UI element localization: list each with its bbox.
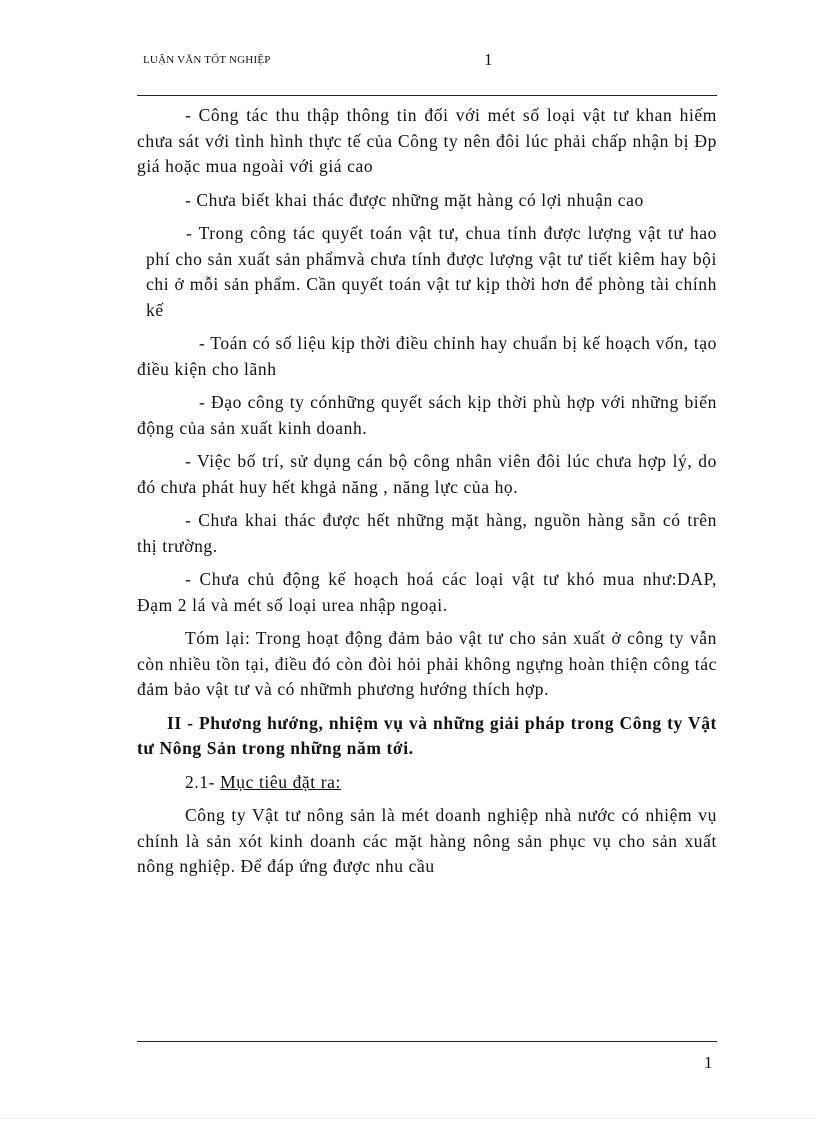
- subsection-heading: [137, 770, 717, 796]
- paragraph-6: - Việc bố trí, sử dụng cán bộ công nhân viên đôi lúc chưa hợp lý, do đó chưa phát huy hết khgả năng , năng lực của họ.: [137, 451, 717, 497]
- page-edge: [0, 1118, 816, 1119]
- paragraph-summary: Tóm lại: Trong hoạt động đảm bảo vật tư cho sản xuất ở công ty vẫn còn nhiều tồn tại, điều đó còn đòi hỏi phải không ngựng hoàn thiện công tác đảm bảo vật tư và có nhữmh phương hướng thích hợp.: [137, 628, 717, 699]
- paragraph-4: - Toán có số liệu kịp thời điều chỉnh hay chuẩn bị kế hoạch vốn, tạo điều kiện cho lãnh: [137, 333, 717, 379]
- paragraph-1: - Công tác thu thập thông tin đối với mét số loại vật tư khan hiếm chưa sát với tình hình thực tế của Công ty nên đôi lúc phải chấp nhận bị Đp giá hoặc mua ngoài với giá cao: [137, 105, 717, 176]
- subsection-number: 2.1-: [185, 771, 216, 792]
- paragraph-10: Công ty Vật tư nông sản là mét doanh nghiệp nhà nước có nhiệm vụ chính là sản xót kinh doanh các mặt hàng nông sản phục vụ cho sản xuất nông nghiệp. Để đáp ứng được nhu cầu: [137, 805, 717, 876]
- paragraph-5: - Đạo công ty cónhững quyết sách kịp thời phù hợp với những biến động của sản xuất kinh doanh.: [137, 392, 717, 438]
- section-heading: II - Phương hướng, nhiệm vụ và những giải pháp trong Công ty Vật tư Nông Sản trong những năm tới.: [137, 712, 717, 758]
- paragraph-2: - Chưa biết khai thác được những mặt hàng có lợi nhuận cao: [185, 189, 644, 210]
- footer-page-number: 1: [704, 1053, 713, 1072]
- header-rule: [137, 95, 717, 96]
- paragraph-3: - Trong công tác quyết toán vật tư, chua tính được lượng vật tư hao phí cho sản xuất sản phẩmvà chưa tính được lượng vật tư tiết kiêm hay bội chi ở mỗi sản phẩm. Cần quyết toán vật tư kịp thời hơn để phòng tài chính kế: [146, 223, 717, 320]
- header-page-number: 1: [484, 50, 493, 69]
- header-title: LUẬN VĂN TỐT NGHIỆP: [143, 54, 271, 66]
- footer-rule: [137, 1041, 717, 1042]
- body-text: [137, 103, 717, 888]
- paragraph-8: - Chưa chủ động kế hoạch hoá các loại vật tư khó mua như:DAP, Đạm 2 lá và mét số loại urea nhập ngoại.: [137, 569, 717, 615]
- subsection-title: Mục tiêu đặt ra:: [220, 771, 341, 792]
- paragraph-7: - Chưa khai thác được hết những mặt hàng, nguồn hàng sẵn có trên thị trường.: [137, 510, 717, 556]
